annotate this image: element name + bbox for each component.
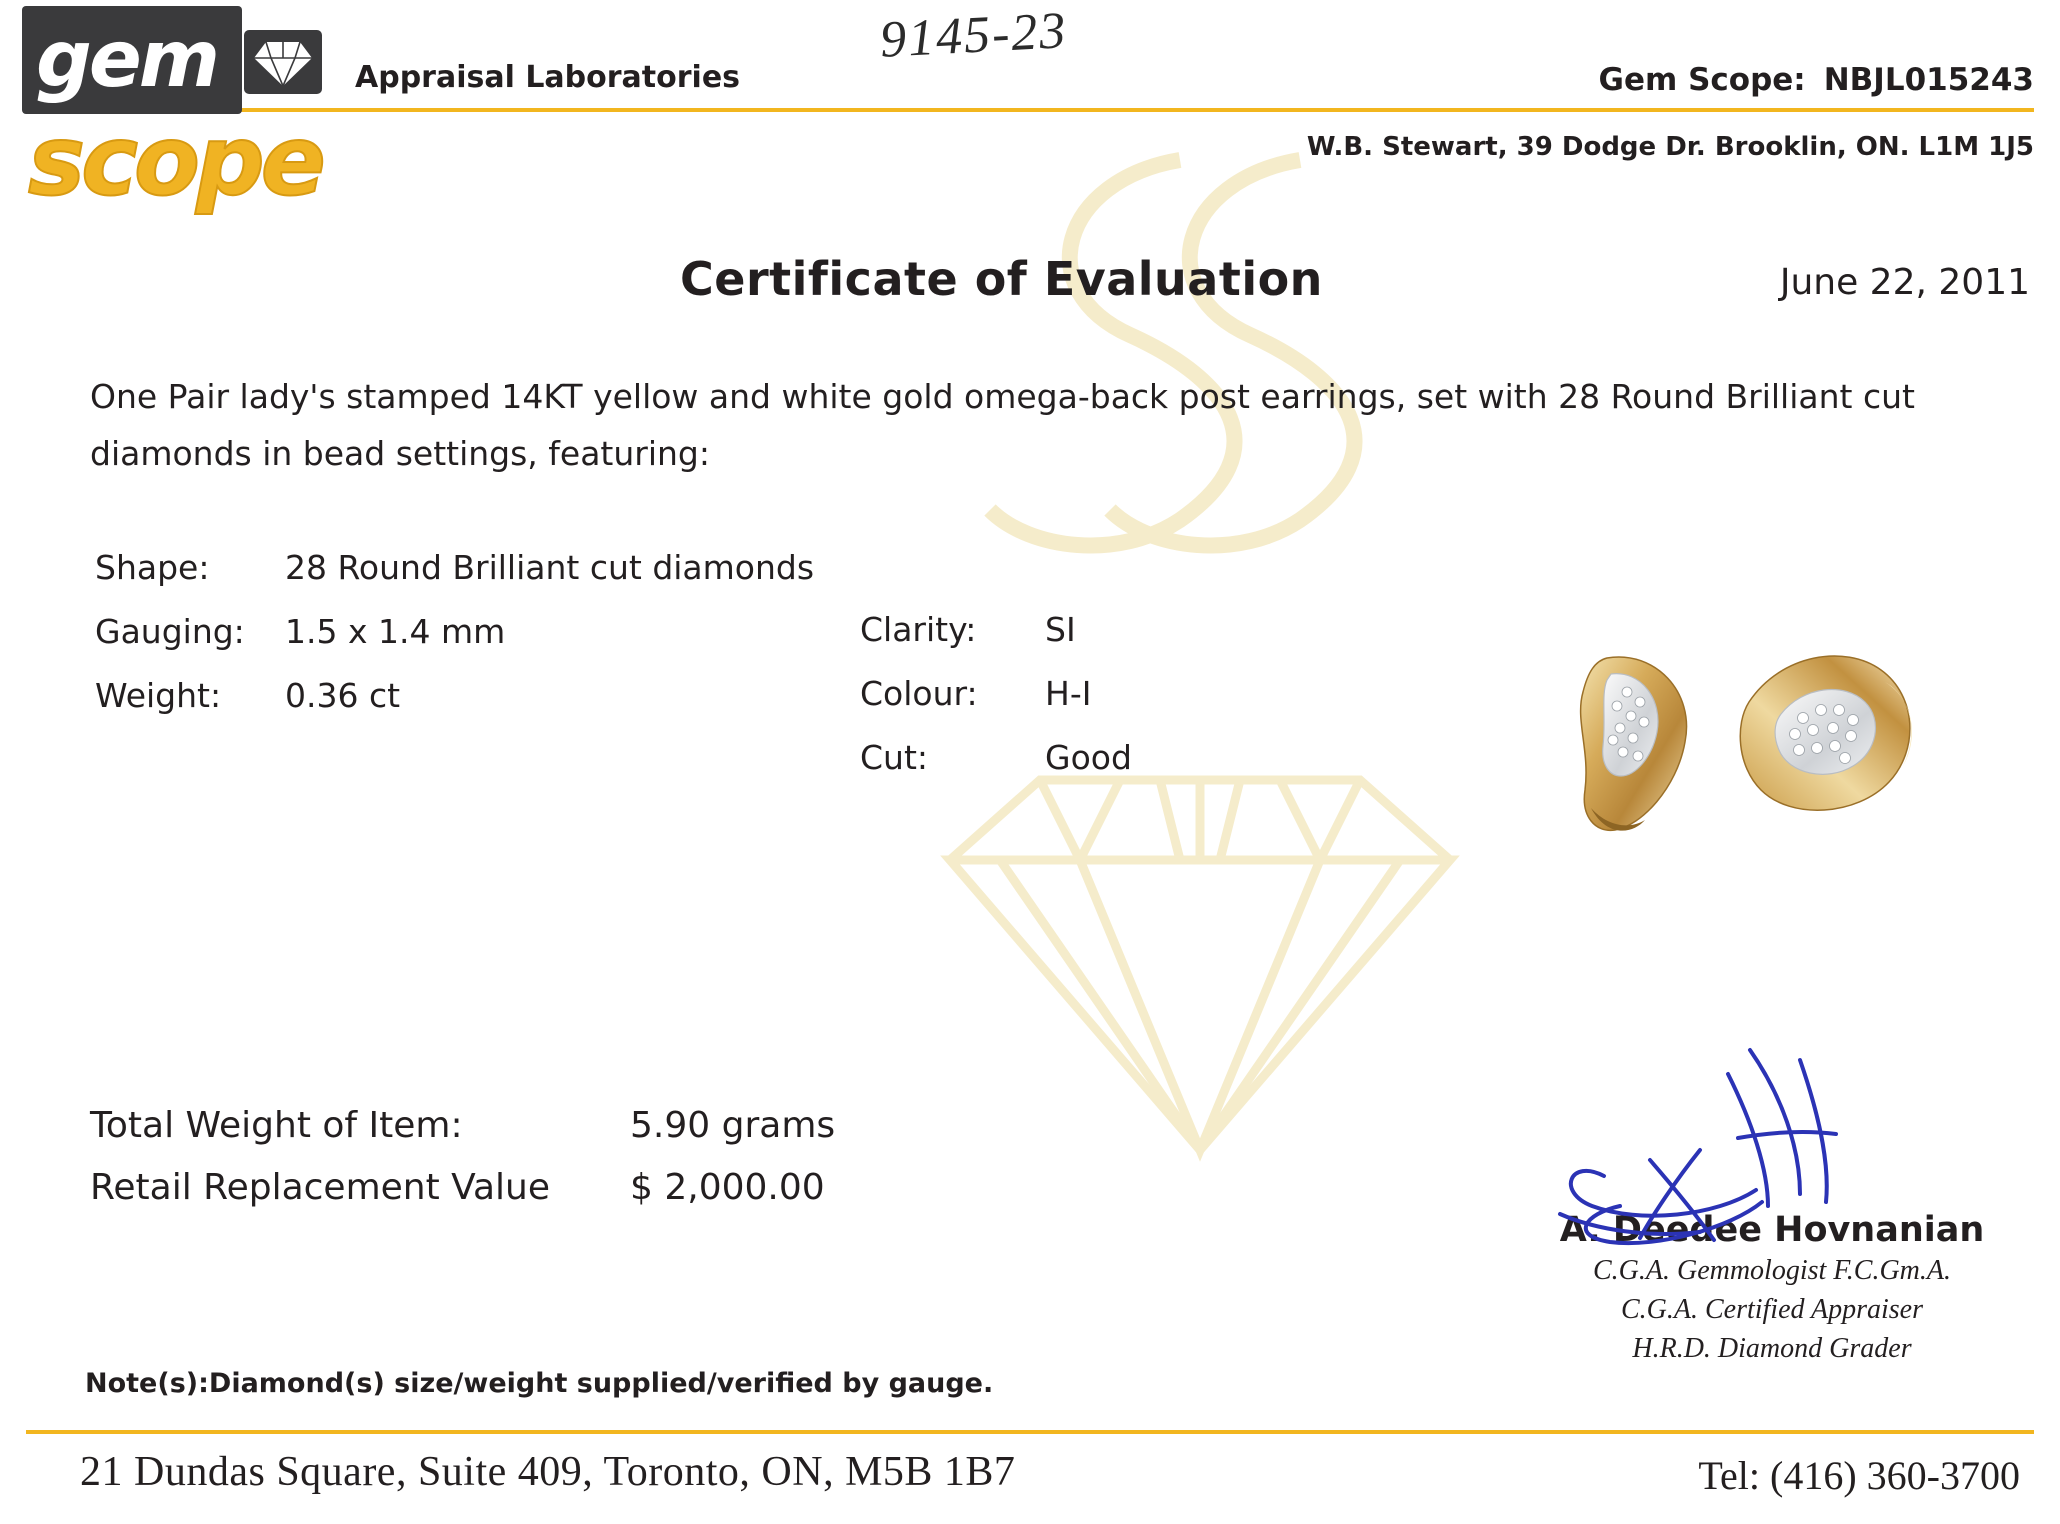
logo-scope-text: scope <box>28 105 322 217</box>
spec-value: 28 Round Brilliant cut diamonds <box>285 548 815 587</box>
spec-row <box>860 738 1132 802</box>
spec-value: 1.5 x 1.4 mm <box>285 612 506 651</box>
gem-scope-label: Gem Scope: <box>1598 62 1806 98</box>
notes-text: Note(s):Diamond(s) size/weight supplied/verified by gauge. <box>85 1368 994 1399</box>
jewelry-photo <box>1545 630 2005 860</box>
spec-row <box>860 610 1132 674</box>
logo-gem-block <box>22 6 242 114</box>
diamond-icon <box>244 30 322 94</box>
spec-label: Shape: <box>95 548 210 587</box>
totals-label: Retail Replacement Value <box>90 1167 551 1208</box>
appraisal-laboratories-label: Appraisal Laboratories <box>355 60 741 95</box>
item-description: One Pair lady's stamped 14KT yellow and white gold omega-back post earrings, set with 28 Round Brilliant cut diamonds in bead settings, featuring: <box>90 377 1915 473</box>
spec-label: Gauging: <box>95 612 245 651</box>
page-title: Certificate of Evaluation <box>680 252 1323 306</box>
gemscope-logo <box>22 6 352 234</box>
spec-label: Clarity: <box>860 610 977 649</box>
totals-label: Total Weight of Item: <box>90 1105 463 1146</box>
spec-value: SI <box>1045 610 1076 649</box>
footer-divider <box>26 1430 2034 1434</box>
appraiser-credential-1: C.G.A. Gemmologist F.C.Gm.A. <box>1592 1255 1952 1286</box>
certificate-date: June 22, 2011 <box>1779 262 2030 303</box>
logo-gem-text: gem <box>36 15 218 105</box>
spec-table-right <box>860 610 1132 802</box>
signature-block <box>1512 1210 2032 1367</box>
spec-value: Good <box>1045 738 1132 777</box>
spec-value: H-I <box>1045 674 1092 713</box>
totals-row <box>90 1105 835 1167</box>
appraiser-name: A. Deedee Hovnanian <box>1559 1210 1985 1250</box>
handwritten-reference-number: 9145-23 <box>878 2 1069 69</box>
spec-row <box>95 548 814 612</box>
spec-table-left <box>95 548 814 740</box>
footer-address: 21 Dundas Square, Suite 409, Toronto, ON, M5B 1B7 <box>80 1449 1016 1495</box>
spec-label: Cut: <box>860 738 929 777</box>
spec-row <box>95 676 814 740</box>
spec-label: Colour: <box>860 674 978 713</box>
totals-value: 5.90 grams <box>630 1105 836 1146</box>
totals-table <box>90 1105 835 1229</box>
appraiser-credential-3: H.R.D. Diamond Grader <box>1632 1333 1912 1364</box>
footer-telephone: Tel: (416) 360-3700 <box>1698 1453 2020 1498</box>
spec-label: Weight: <box>95 676 222 715</box>
gem-scope-value: NBJL015243 <box>1823 62 2034 98</box>
totals-value: $ 2,000.00 <box>630 1167 825 1208</box>
appraiser-credential-2: C.G.A. Certified Appraiser <box>1620 1294 1924 1325</box>
agent-address: W.B. Stewart, 39 Dodge Dr. Brooklin, ON. L1M 1J5 <box>1306 132 2034 162</box>
gem-scope-number <box>1599 62 2034 98</box>
totals-row <box>90 1167 835 1229</box>
spec-row <box>95 612 814 676</box>
spec-value: 0.36 ct <box>285 676 401 715</box>
spec-row <box>860 674 1132 738</box>
